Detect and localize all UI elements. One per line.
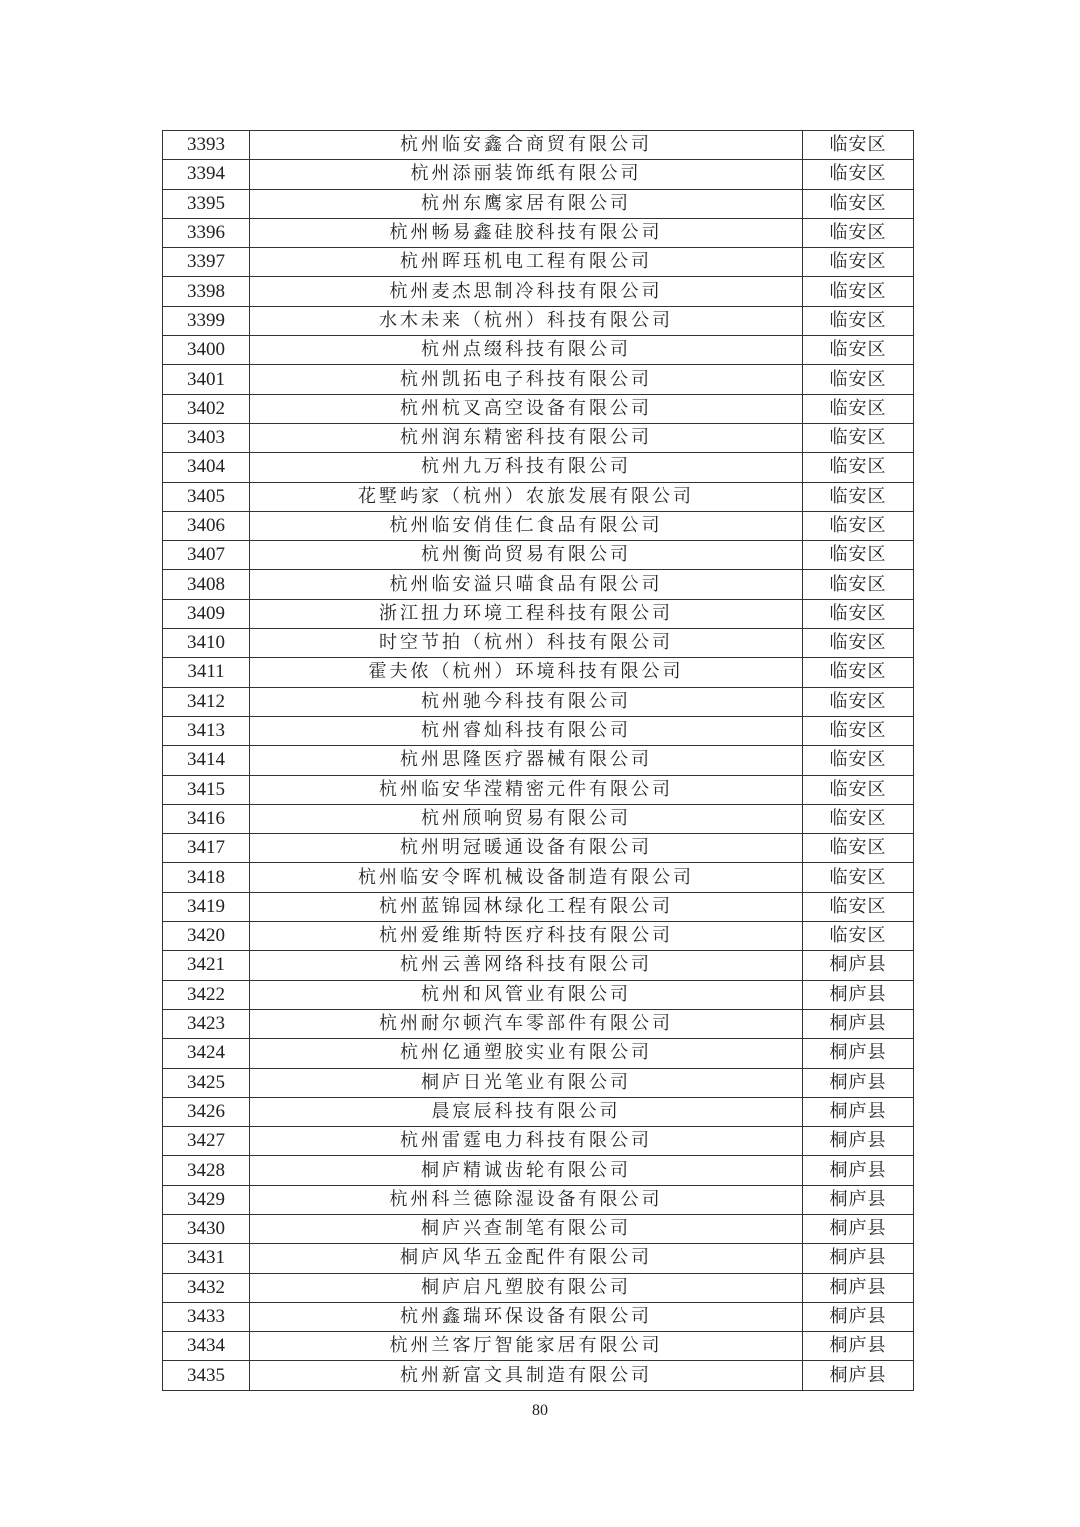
table-row bbox=[163, 1302, 914, 1331]
region-cell: 临安区 bbox=[803, 892, 914, 921]
row-number-cell: 3431 bbox=[163, 1244, 250, 1273]
table-row bbox=[163, 511, 914, 540]
row-number-cell: 3420 bbox=[163, 922, 250, 951]
row-number-cell: 3418 bbox=[163, 863, 250, 892]
row-number-cell: 3395 bbox=[163, 189, 250, 218]
company-name-cell: 杭州鑫瑞环保设备有限公司 bbox=[250, 1302, 803, 1331]
table-row bbox=[163, 365, 914, 394]
region-cell: 临安区 bbox=[803, 804, 914, 833]
row-number-cell: 3416 bbox=[163, 804, 250, 833]
region-cell: 临安区 bbox=[803, 131, 914, 160]
row-number-cell: 3422 bbox=[163, 980, 250, 1009]
row-number-cell: 3434 bbox=[163, 1332, 250, 1361]
company-name-cell: 杭州明冠暖通设备有限公司 bbox=[250, 834, 803, 863]
table-row bbox=[163, 189, 914, 218]
table-row bbox=[163, 248, 914, 277]
table-row bbox=[163, 775, 914, 804]
table-row bbox=[163, 1244, 914, 1273]
company-name-cell: 杭州颀响贸易有限公司 bbox=[250, 804, 803, 833]
table-row bbox=[163, 980, 914, 1009]
company-name-cell: 杭州凯拓电子科技有限公司 bbox=[250, 365, 803, 394]
table-row bbox=[163, 892, 914, 921]
company-name-cell: 杭州和风管业有限公司 bbox=[250, 980, 803, 1009]
region-cell: 桐庐县 bbox=[803, 1214, 914, 1243]
company-name-cell: 杭州杭叉高空设备有限公司 bbox=[250, 394, 803, 423]
region-cell: 桐庐县 bbox=[803, 1156, 914, 1185]
company-name-cell: 花墅屿家（杭州）农旅发展有限公司 bbox=[250, 482, 803, 511]
company-name-cell: 晨宸辰科技有限公司 bbox=[250, 1097, 803, 1126]
row-number-cell: 3428 bbox=[163, 1156, 250, 1185]
table-row bbox=[163, 1127, 914, 1156]
company-name-cell: 时空节拍（杭州）科技有限公司 bbox=[250, 629, 803, 658]
company-name-cell: 桐庐日光笔业有限公司 bbox=[250, 1068, 803, 1097]
row-number-cell: 3427 bbox=[163, 1127, 250, 1156]
table-row bbox=[163, 1185, 914, 1214]
table-row bbox=[163, 1156, 914, 1185]
row-number-cell: 3408 bbox=[163, 570, 250, 599]
company-name-cell: 杭州点缀科技有限公司 bbox=[250, 336, 803, 365]
company-name-cell: 杭州爱维斯特医疗科技有限公司 bbox=[250, 922, 803, 951]
table-row bbox=[163, 1039, 914, 1068]
table-row bbox=[163, 453, 914, 482]
company-name-cell: 杭州亿通塑胶实业有限公司 bbox=[250, 1039, 803, 1068]
table-row bbox=[163, 160, 914, 189]
company-name-cell: 杭州晖珏机电工程有限公司 bbox=[250, 248, 803, 277]
table-row bbox=[163, 951, 914, 980]
row-number-cell: 3407 bbox=[163, 541, 250, 570]
row-number-cell: 3399 bbox=[163, 306, 250, 335]
table-row bbox=[163, 716, 914, 745]
company-name-cell: 桐庐兴查制笔有限公司 bbox=[250, 1214, 803, 1243]
row-number-cell: 3404 bbox=[163, 453, 250, 482]
row-number-cell: 3419 bbox=[163, 892, 250, 921]
table-row bbox=[163, 804, 914, 833]
region-cell: 桐庐县 bbox=[803, 1302, 914, 1331]
company-name-cell: 水木未来（杭州）科技有限公司 bbox=[250, 306, 803, 335]
region-cell: 桐庐县 bbox=[803, 1068, 914, 1097]
company-name-cell: 杭州九万科技有限公司 bbox=[250, 453, 803, 482]
company-name-cell: 杭州畅易鑫硅胶科技有限公司 bbox=[250, 218, 803, 247]
region-cell: 临安区 bbox=[803, 365, 914, 394]
row-number-cell: 3394 bbox=[163, 160, 250, 189]
region-cell: 临安区 bbox=[803, 687, 914, 716]
company-name-cell: 杭州润东精密科技有限公司 bbox=[250, 423, 803, 452]
company-name-cell: 桐庐风华五金配件有限公司 bbox=[250, 1244, 803, 1273]
company-name-cell: 杭州东鹰家居有限公司 bbox=[250, 189, 803, 218]
row-number-cell: 3435 bbox=[163, 1361, 250, 1390]
region-cell: 临安区 bbox=[803, 306, 914, 335]
row-number-cell: 3400 bbox=[163, 336, 250, 365]
table-row bbox=[163, 746, 914, 775]
region-cell: 临安区 bbox=[803, 394, 914, 423]
company-name-cell: 杭州临安令晖机械设备制造有限公司 bbox=[250, 863, 803, 892]
table-row bbox=[163, 1068, 914, 1097]
region-cell: 临安区 bbox=[803, 336, 914, 365]
row-number-cell: 3424 bbox=[163, 1039, 250, 1068]
row-number-cell: 3402 bbox=[163, 394, 250, 423]
row-number-cell: 3415 bbox=[163, 775, 250, 804]
row-number-cell: 3397 bbox=[163, 248, 250, 277]
region-cell: 临安区 bbox=[803, 863, 914, 892]
table-row bbox=[163, 1214, 914, 1243]
row-number-cell: 3393 bbox=[163, 131, 250, 160]
row-number-cell: 3433 bbox=[163, 1302, 250, 1331]
row-number-cell: 3430 bbox=[163, 1214, 250, 1243]
table-row bbox=[163, 482, 914, 511]
table-row bbox=[163, 423, 914, 452]
region-cell: 桐庐县 bbox=[803, 1097, 914, 1126]
company-name-cell: 杭州新富文具制造有限公司 bbox=[250, 1361, 803, 1390]
row-number-cell: 3413 bbox=[163, 716, 250, 745]
table-row bbox=[163, 1097, 914, 1126]
table-row bbox=[163, 629, 914, 658]
region-cell: 临安区 bbox=[803, 658, 914, 687]
row-number-cell: 3406 bbox=[163, 511, 250, 540]
table-row bbox=[163, 541, 914, 570]
region-cell: 桐庐县 bbox=[803, 951, 914, 980]
row-number-cell: 3429 bbox=[163, 1185, 250, 1214]
company-name-cell: 霍夫侬（杭州）环境科技有限公司 bbox=[250, 658, 803, 687]
table-row bbox=[163, 863, 914, 892]
table-row bbox=[163, 336, 914, 365]
company-name-cell: 杭州临安华滢精密元件有限公司 bbox=[250, 775, 803, 804]
region-cell: 临安区 bbox=[803, 541, 914, 570]
row-number-cell: 3409 bbox=[163, 599, 250, 628]
row-number-cell: 3421 bbox=[163, 951, 250, 980]
region-cell: 临安区 bbox=[803, 922, 914, 951]
row-number-cell: 3396 bbox=[163, 218, 250, 247]
table-row bbox=[163, 1361, 914, 1390]
region-cell: 临安区 bbox=[803, 570, 914, 599]
region-cell: 桐庐县 bbox=[803, 1332, 914, 1361]
region-cell: 临安区 bbox=[803, 248, 914, 277]
region-cell: 桐庐县 bbox=[803, 1185, 914, 1214]
company-name-cell: 桐庐启凡塑胶有限公司 bbox=[250, 1273, 803, 1302]
company-name-cell: 杭州添丽装饰纸有限公司 bbox=[250, 160, 803, 189]
company-name-cell: 杭州驰今科技有限公司 bbox=[250, 687, 803, 716]
region-cell: 临安区 bbox=[803, 716, 914, 745]
table-row bbox=[163, 834, 914, 863]
row-number-cell: 3417 bbox=[163, 834, 250, 863]
table-row bbox=[163, 1332, 914, 1361]
company-name-cell: 杭州雷霆电力科技有限公司 bbox=[250, 1127, 803, 1156]
row-number-cell: 3411 bbox=[163, 658, 250, 687]
company-name-cell: 杭州云善网络科技有限公司 bbox=[250, 951, 803, 980]
region-cell: 临安区 bbox=[803, 511, 914, 540]
region-cell: 桐庐县 bbox=[803, 1244, 914, 1273]
row-number-cell: 3414 bbox=[163, 746, 250, 775]
region-cell: 临安区 bbox=[803, 160, 914, 189]
company-name-cell: 杭州临安溢只喵食品有限公司 bbox=[250, 570, 803, 599]
region-cell: 临安区 bbox=[803, 482, 914, 511]
table-row bbox=[163, 922, 914, 951]
region-cell: 临安区 bbox=[803, 746, 914, 775]
row-number-cell: 3401 bbox=[163, 365, 250, 394]
company-name-cell: 杭州麦杰思制冷科技有限公司 bbox=[250, 277, 803, 306]
company-name-cell: 杭州思隆医疗器械有限公司 bbox=[250, 746, 803, 775]
region-cell: 桐庐县 bbox=[803, 1273, 914, 1302]
region-cell: 临安区 bbox=[803, 599, 914, 628]
company-name-cell: 桐庐精诚齿轮有限公司 bbox=[250, 1156, 803, 1185]
table-row bbox=[163, 687, 914, 716]
region-cell: 桐庐县 bbox=[803, 1039, 914, 1068]
region-cell: 临安区 bbox=[803, 189, 914, 218]
table-row bbox=[163, 131, 914, 160]
region-cell: 桐庐县 bbox=[803, 980, 914, 1009]
table-row bbox=[163, 1273, 914, 1302]
company-name-cell: 杭州衡尚贸易有限公司 bbox=[250, 541, 803, 570]
table-row bbox=[163, 570, 914, 599]
table-row bbox=[163, 306, 914, 335]
table-row bbox=[163, 658, 914, 687]
row-number-cell: 3405 bbox=[163, 482, 250, 511]
region-cell: 临安区 bbox=[803, 423, 914, 452]
row-number-cell: 3423 bbox=[163, 1009, 250, 1038]
company-name-cell: 杭州睿灿科技有限公司 bbox=[250, 716, 803, 745]
region-cell: 桐庐县 bbox=[803, 1127, 914, 1156]
company-name-cell: 浙江扭力环境工程科技有限公司 bbox=[250, 599, 803, 628]
row-number-cell: 3432 bbox=[163, 1273, 250, 1302]
region-cell: 临安区 bbox=[803, 277, 914, 306]
row-number-cell: 3410 bbox=[163, 629, 250, 658]
company-name-cell: 杭州科兰德除湿设备有限公司 bbox=[250, 1185, 803, 1214]
region-cell: 桐庐县 bbox=[803, 1361, 914, 1390]
company-table-body bbox=[163, 131, 914, 1391]
table-row bbox=[163, 394, 914, 423]
region-cell: 临安区 bbox=[803, 775, 914, 804]
company-name-cell: 杭州蓝锦园林绿化工程有限公司 bbox=[250, 892, 803, 921]
row-number-cell: 3426 bbox=[163, 1097, 250, 1126]
company-table bbox=[162, 130, 914, 1391]
page-number: 80 bbox=[532, 1402, 548, 1419]
company-name-cell: 杭州临安鑫合商贸有限公司 bbox=[250, 131, 803, 160]
region-cell: 临安区 bbox=[803, 218, 914, 247]
row-number-cell: 3403 bbox=[163, 423, 250, 452]
row-number-cell: 3398 bbox=[163, 277, 250, 306]
row-number-cell: 3425 bbox=[163, 1068, 250, 1097]
region-cell: 临安区 bbox=[803, 834, 914, 863]
table-row bbox=[163, 599, 914, 628]
region-cell: 桐庐县 bbox=[803, 1009, 914, 1038]
region-cell: 临安区 bbox=[803, 453, 914, 482]
table-row bbox=[163, 1009, 914, 1038]
row-number-cell: 3412 bbox=[163, 687, 250, 716]
table-row bbox=[163, 277, 914, 306]
company-name-cell: 杭州兰客厅智能家居有限公司 bbox=[250, 1332, 803, 1361]
table-row bbox=[163, 218, 914, 247]
region-cell: 临安区 bbox=[803, 629, 914, 658]
company-name-cell: 杭州耐尔顿汽车零部件有限公司 bbox=[250, 1009, 803, 1038]
company-name-cell: 杭州临安俏佳仁食品有限公司 bbox=[250, 511, 803, 540]
